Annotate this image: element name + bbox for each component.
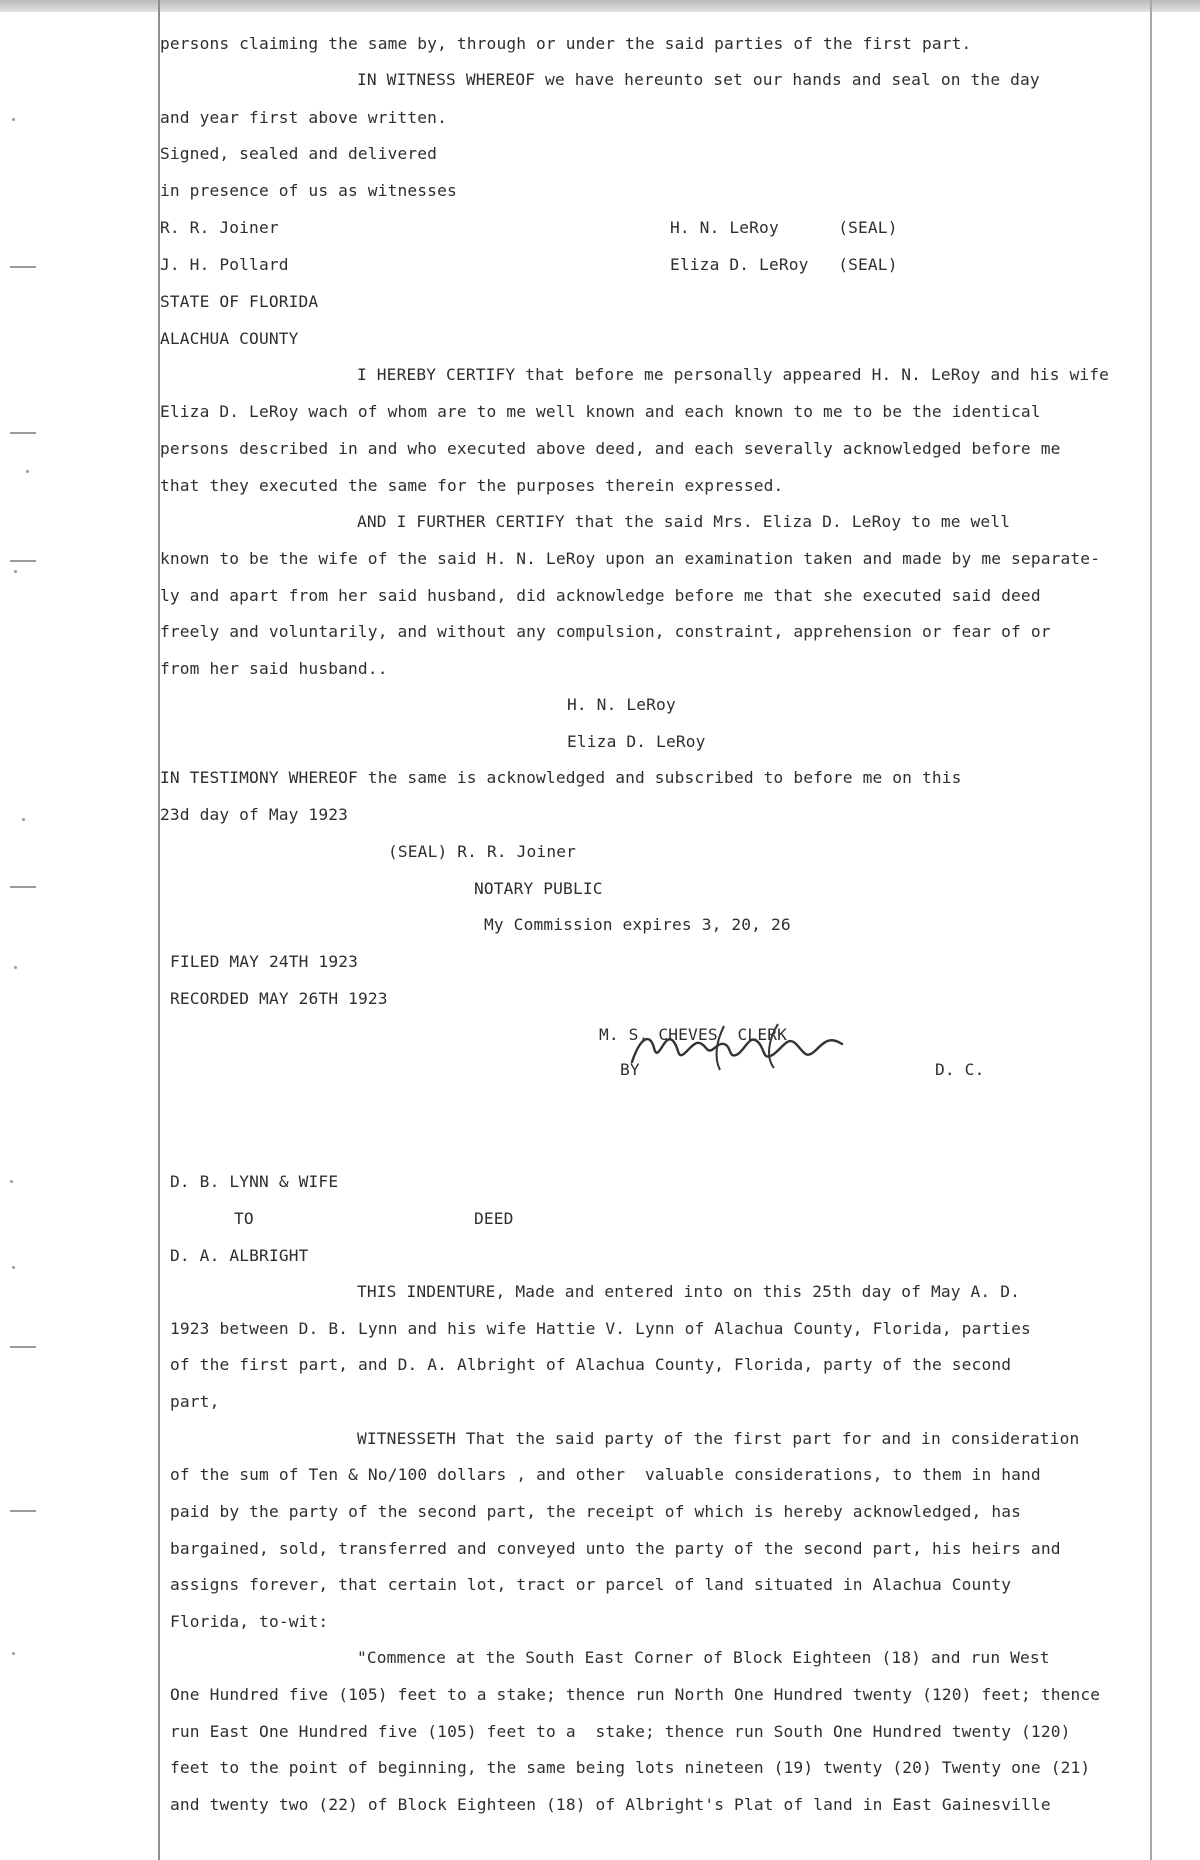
- text-line: ALACHUA COUNTY: [160, 329, 299, 348]
- text-line: 1923 between D. B. Lynn and his wife Hattie V. Lynn of Alachua County, Florida, parties: [170, 1319, 1031, 1338]
- text-line: run East One Hundred five (105) feet to a stake; thence run South One Hundred twenty (120): [170, 1722, 1071, 1741]
- text-line: known to be the wife of the said H. N. LeRoy upon an examination taken and made by me separate-: [160, 549, 1101, 568]
- text-line: feet to the point of beginning, the same being lots nineteen (19) twenty (20) Twenty one (21): [170, 1758, 1091, 1777]
- deputy-clerk-signature: [628, 1018, 858, 1074]
- commission-expiry: My Commission expires 3, 20, 26: [484, 915, 791, 934]
- text-line: WITNESSETH That the said party of the first part for and in consideration: [357, 1429, 1080, 1448]
- text-line: I HEREBY CERTIFY that before me personally appeared H. N. LeRoy and his wife: [357, 365, 1110, 384]
- text-line: persons claiming the same by, through or under the said parties of the first part.: [160, 34, 972, 53]
- margin-tick: [10, 560, 36, 562]
- text-line: AND I FURTHER CERTIFY that the said Mrs. Eliza D. LeRoy to me well: [357, 512, 1011, 531]
- text-line: Eliza D. LeRoy wach of whom are to me well known and each known to me to be the identical: [160, 402, 1041, 421]
- deputy-clerk-label: D. C.: [935, 1060, 985, 1079]
- text-line: 23d day of May 1923: [160, 805, 349, 824]
- recorded-date: RECORDED MAY 26TH 1923: [170, 989, 388, 1008]
- margin-tick: [10, 886, 36, 888]
- acknowledger-name: Eliza D. LeRoy: [567, 732, 706, 751]
- text-line: IN TESTIMONY WHEREOF the same is acknowledged and subscribed to before me on this: [160, 768, 962, 787]
- text-line: of the first part, and D. A. Albright of Alachua County, Florida, party of the second: [170, 1355, 1012, 1374]
- margin-speck: [12, 118, 15, 121]
- scan-top-edge: [0, 0, 1200, 12]
- margin-tick: [10, 266, 36, 268]
- text-line: ly and apart from her said husband, did acknowledge before me that she executed said deed: [160, 586, 1041, 605]
- acknowledger-name: H. N. LeRoy: [567, 695, 676, 714]
- margin-speck: [14, 570, 17, 573]
- text-line: of the sum of Ten & No/100 dollars , and other valuable considerations, to them in hand: [170, 1465, 1041, 1484]
- text-line: IN WITNESS WHEREOF we have hereunto set our hands and seal on the day: [357, 70, 1040, 89]
- margin-speck: [14, 966, 17, 969]
- margin-tick: [10, 1346, 36, 1348]
- text-line: bargained, sold, transferred and conveyed unto the party of the second part, his heirs and: [170, 1539, 1061, 1558]
- text-line: One Hundred five (105) feet to a stake; thence run North One Hundred twenty (120) feet; thence: [170, 1685, 1101, 1704]
- text-line: paid by the party of the second part, the receipt of which is hereby acknowledged, has: [170, 1502, 1022, 1521]
- text-line: assigns forever, that certain lot, tract or parcel of land situated in Alachua County: [170, 1575, 1012, 1594]
- filed-date: FILED MAY 24TH 1923: [170, 952, 359, 971]
- text-line: part,: [170, 1392, 220, 1411]
- margin-speck: [12, 1652, 15, 1655]
- text-line: "Commence at the South East Corner of Block Eighteen (18) and run West: [357, 1648, 1050, 1667]
- text-line: that they executed the same for the purposes therein expressed.: [160, 476, 784, 495]
- margin-speck: [22, 818, 25, 821]
- margin-speck: [26, 470, 29, 473]
- margin-tick: [10, 432, 36, 434]
- left-margin-rule: [158, 0, 160, 1860]
- margin-tick: [10, 1510, 36, 1512]
- text-line: Florida, to-wit:: [170, 1612, 329, 1631]
- clerk-name: M. S. CHEVES CLERK: [599, 1025, 788, 1044]
- notary-name: (SEAL) R. R. Joiner: [388, 842, 577, 861]
- right-margin-rule: [1150, 0, 1152, 1860]
- text-line: THIS INDENTURE, Made and entered into on this 25th day of May A. D.: [357, 1282, 1021, 1301]
- grantor-heading: D. B. LYNN & WIFE: [170, 1172, 339, 1191]
- text-line: freely and voluntarily, and without any compulsion, constraint, apprehension or fear of or: [160, 622, 1051, 641]
- text-line: and twenty two (22) of Block Eighteen (18) of Albright's Plat of land in East Gainesville: [170, 1795, 1051, 1814]
- text-line: STATE OF FLORIDA: [160, 292, 319, 311]
- text-line: in presence of us as witnesses: [160, 181, 457, 200]
- witness-name: R. R. Joiner: [160, 218, 279, 237]
- notary-title: NOTARY PUBLIC: [474, 879, 603, 898]
- text-line: persons described in and who executed above deed, and each severally acknowledged before me: [160, 439, 1061, 458]
- grantee-heading: D. A. ALBRIGHT: [170, 1246, 309, 1265]
- by-label: BY: [620, 1060, 640, 1079]
- margin-speck: [10, 1180, 13, 1183]
- deed-heading: DEED: [474, 1209, 514, 1228]
- signatory-name: Eliza D. LeRoy (SEAL): [670, 255, 898, 274]
- witness-name: J. H. Pollard: [160, 255, 289, 274]
- signatory-name: H. N. LeRoy (SEAL): [670, 218, 898, 237]
- margin-speck: [12, 1266, 15, 1269]
- text-line: from her said husband..: [160, 659, 388, 678]
- text-line: and year first above written.: [160, 108, 447, 127]
- to-heading: TO: [234, 1209, 254, 1228]
- text-line: Signed, sealed and delivered: [160, 144, 438, 163]
